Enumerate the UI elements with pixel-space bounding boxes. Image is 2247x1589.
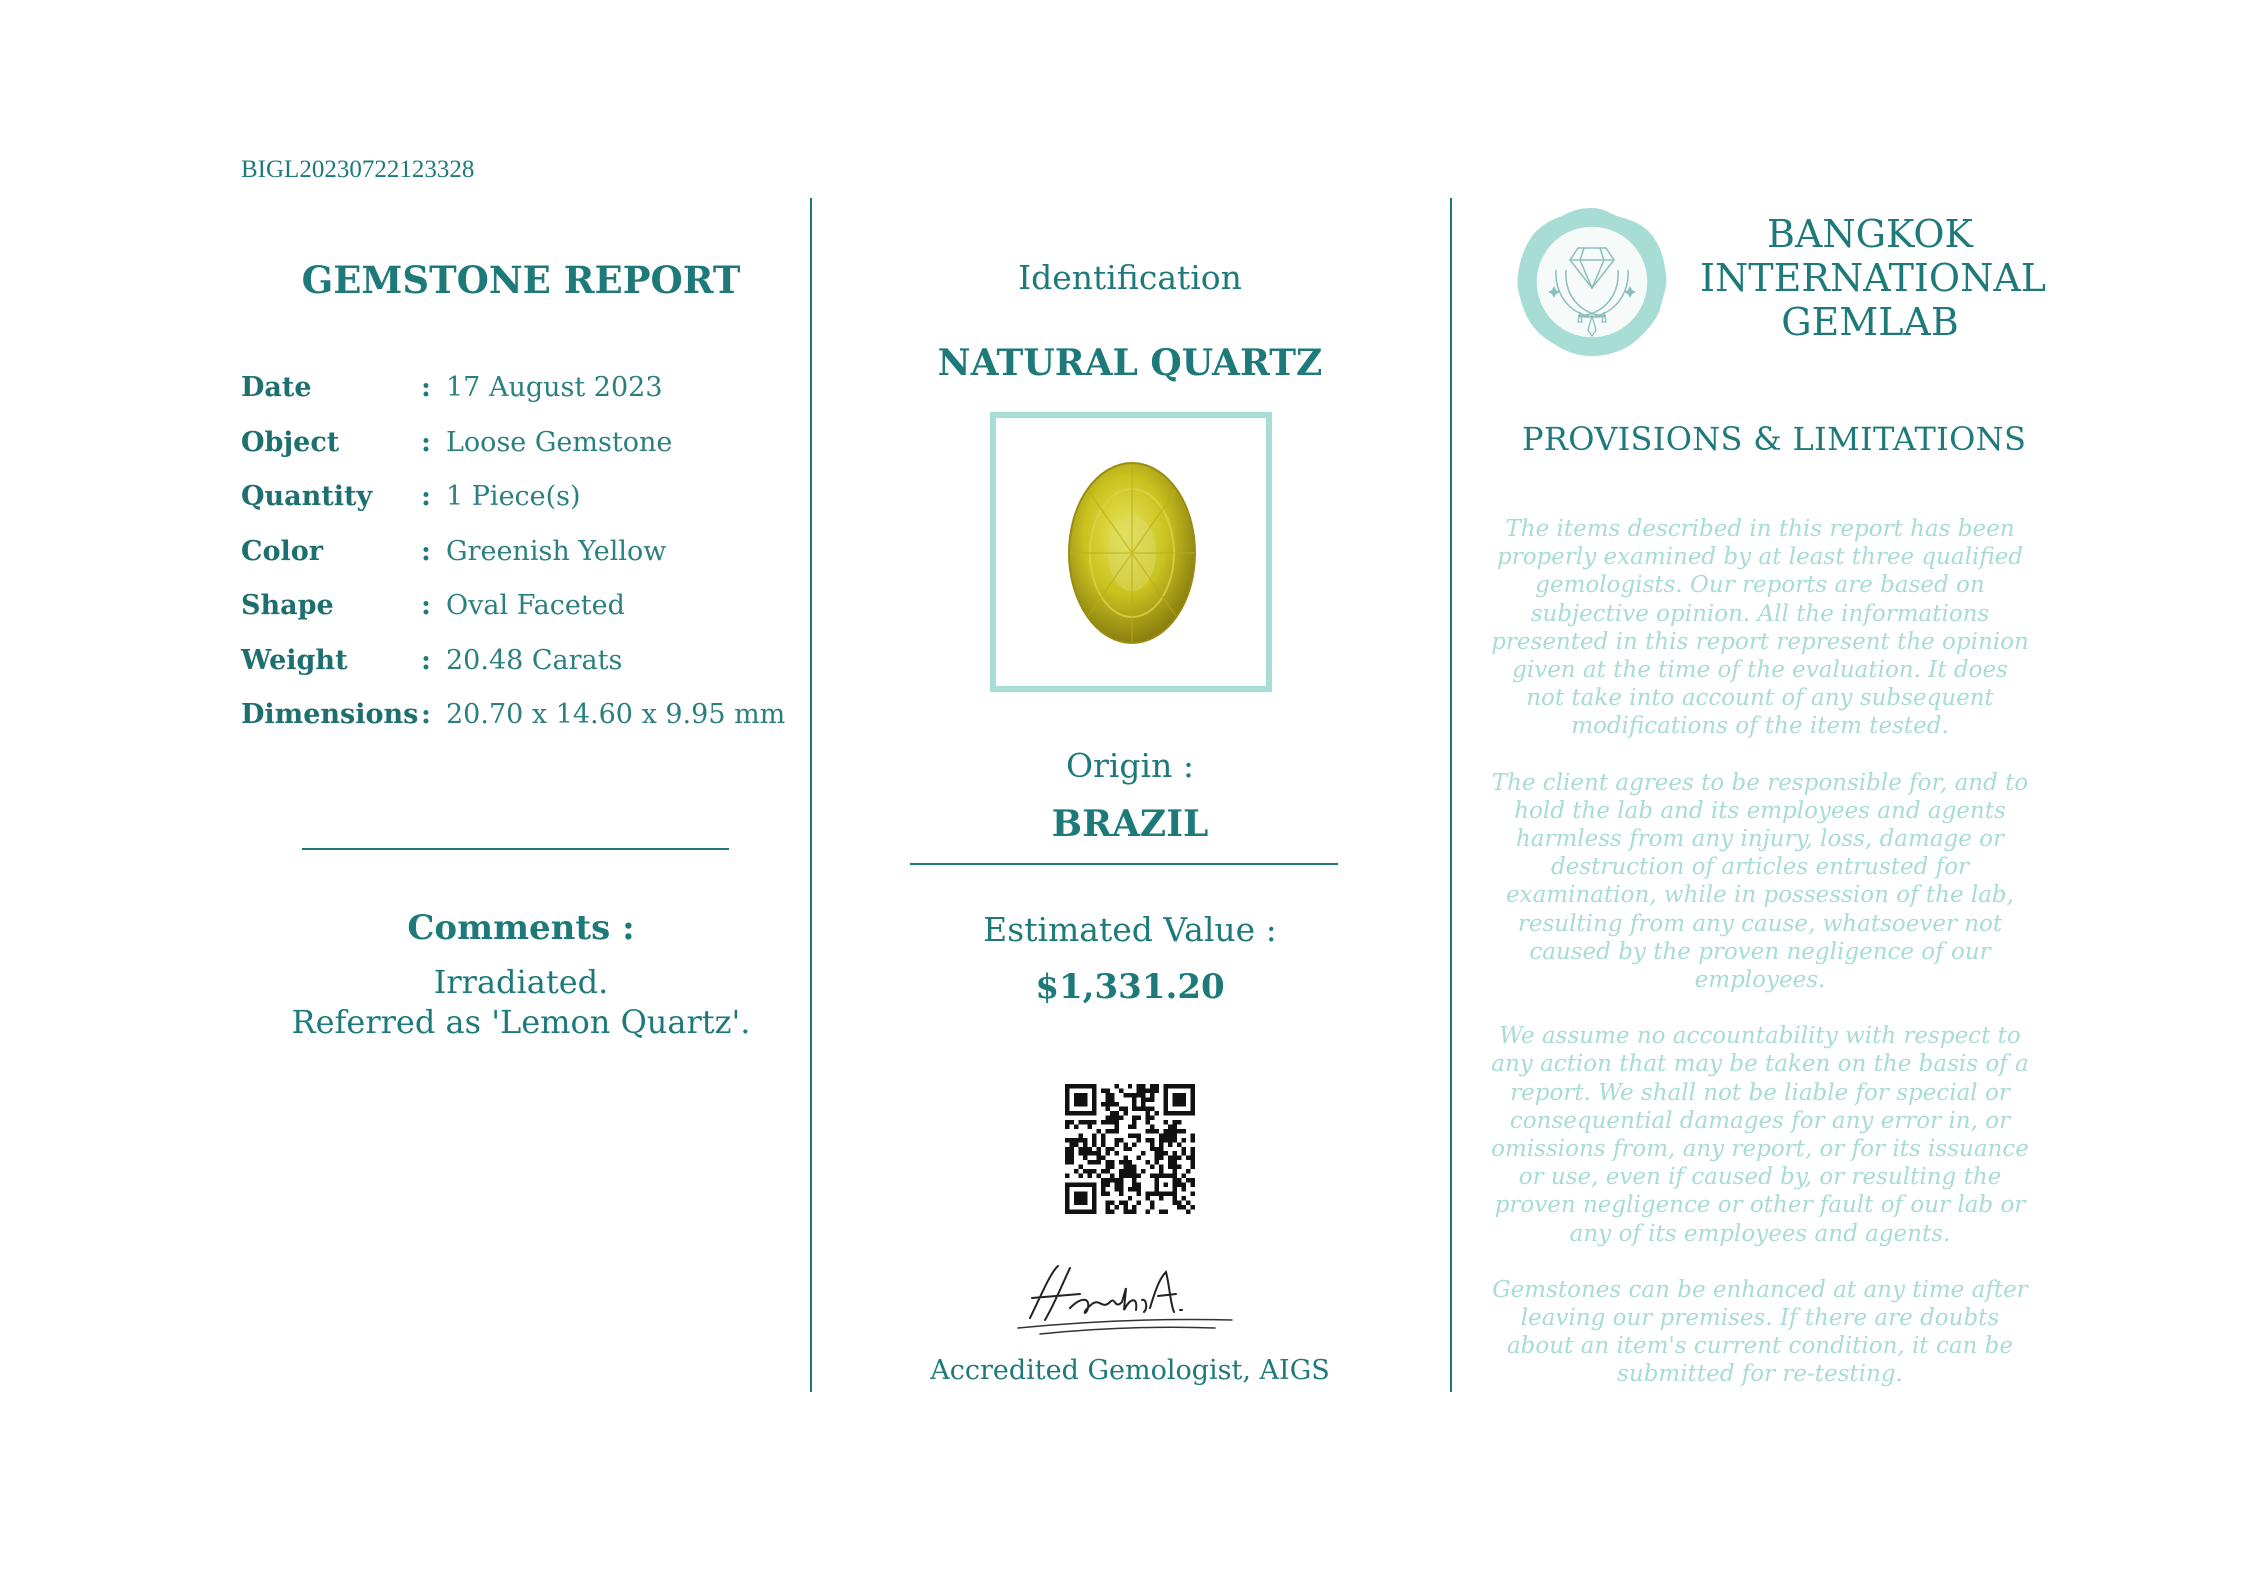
field-colon: : [421, 481, 431, 512]
field-label: Weight [241, 644, 348, 676]
comments-title: Comments : [407, 908, 635, 948]
identification-value: NATURAL QUARTZ [937, 342, 1323, 384]
field-label: Color [241, 535, 323, 567]
divider-line [302, 848, 729, 850]
field-colon: : [421, 426, 431, 458]
field-row-dimensions [241, 699, 801, 754]
gem-image-icon [996, 418, 1266, 686]
provision-paragraph: We assume no accountability with respect to any action that may be taken on the basis of a report. We shall not be liable for special or consequential damages for any error in, or omissions from, any report, or for its issuance or use, even if caused by, or resulting the proven negligence or other fault of our lab or any of its employees and agents. [1491, 1023, 2029, 1247]
field-label: Date [241, 372, 312, 403]
comment-line: Referred as 'Lemon Quartz'. [291, 1003, 751, 1041]
field-value: Greenish Yellow [446, 535, 667, 567]
field-value: 17 August 2023 [446, 372, 663, 403]
lab-name-line: BANGKOK [1767, 212, 1973, 256]
field-row-color [241, 536, 801, 591]
report-id: BIGL20230722123328 [241, 156, 475, 183]
lab-name-line: GEMLAB [1781, 300, 1959, 344]
field-colon: : [421, 535, 431, 567]
field-colon: : [421, 590, 431, 621]
comment-line: Irradiated. [433, 963, 609, 1001]
lab-name-line: INTERNATIONAL [1700, 256, 2047, 300]
gem-details [241, 372, 801, 754]
field-row-date [241, 372, 801, 427]
signature-icon [1010, 1258, 1240, 1338]
comments-body [241, 962, 801, 1042]
origin-value: BRAZIL [1051, 803, 1209, 845]
provision-paragraph: The items described in this report has been properly examined by at least three qualified gemologists. Our reports are based on subjective opinion. All the informations presented in this report represent the opinion given at the time of the evaluation. It does not take into account of any subsequent modifications of the item tested. [1491, 516, 2029, 740]
estimated-value-label: Estimated Value : [983, 910, 1277, 949]
signer-title: Accredited Gemologist, AIGS [930, 1355, 1330, 1386]
field-value: 20.48 Carats [446, 644, 623, 676]
qr-code-icon[interactable] [1065, 1084, 1195, 1214]
field-value: Oval Faceted [446, 590, 625, 621]
field-row-quantity [241, 481, 801, 536]
provisions-text [1490, 515, 2030, 1417]
field-label: Object [241, 426, 340, 458]
origin-label: Origin : [1066, 746, 1194, 785]
provisions-title: PROVISIONS & LIMITATIONS [1522, 420, 2027, 458]
field-value: Loose Gemstone [446, 426, 673, 458]
provision-paragraph: The client agrees to be responsible for, and to hold the lab and its employees and agents harmless from any injury, loss, damage or destruction of articles entrusted for examination, while in possession of the lab, resulting from any cause, whatsoever not caused by the proven negligence of our employees. [1491, 769, 2029, 994]
lab-seal-icon [1514, 204, 1670, 360]
field-label: Quantity [241, 481, 373, 512]
field-colon: : [421, 644, 431, 676]
column-divider [1450, 198, 1452, 1392]
field-colon: : [421, 372, 431, 403]
field-row-shape [241, 590, 801, 645]
field-label: Shape [241, 590, 334, 621]
provision-paragraph: Gemstones can be enhanced at any time after leaving our premises. If there are doubts about an item's current condition, it can be submitted for re-testing. [1492, 1276, 2028, 1388]
field-value: 20.70 x 14.60 x 9.95 mm [446, 699, 786, 730]
field-row-weight [241, 645, 801, 700]
estimated-value-amount: $1,331.20 [1035, 967, 1225, 1007]
gem-photo [990, 412, 1272, 692]
lab-name [1700, 212, 2047, 344]
identification-label: Identification [1018, 258, 1242, 297]
field-row-object [241, 427, 801, 482]
field-value: 1 Piece(s) [446, 481, 581, 512]
report-title: GEMSTONE REPORT [301, 258, 741, 302]
column-divider [810, 198, 812, 1392]
field-colon: : [421, 699, 431, 730]
field-label: Dimensions [241, 699, 419, 730]
divider-line [910, 863, 1338, 865]
